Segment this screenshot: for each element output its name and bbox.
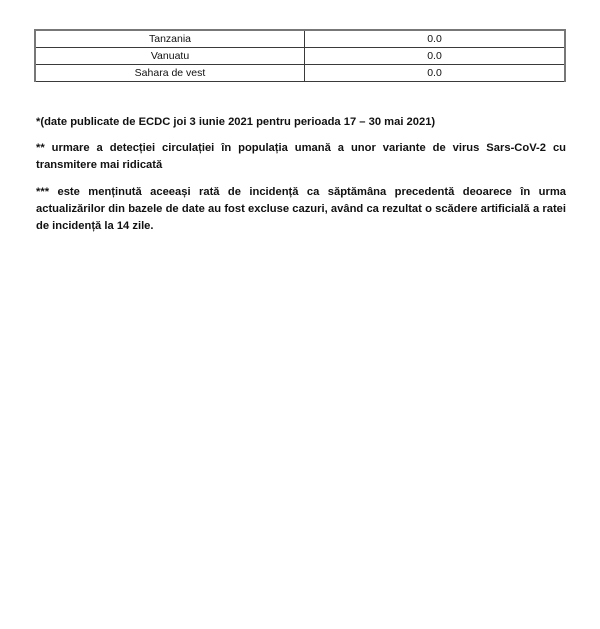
table-row (35, 48, 565, 65)
footnote-incidence-rate: *** este menținută aceeași rată de incidență ca săptămâna precedentă deoarece în urma actualizărilor din bazele de date au fost excluse cazuri, având ca rezultat o scădere artificială a ratei de incidență la 14 zile. (36, 186, 566, 232)
value-cell: 0.0 (305, 65, 566, 82)
incidence-table (34, 29, 566, 82)
footnote-variants: ** urmare a detecției circulației în populația umană a unor variante de virus Sars-CoV-2 cu transmitere mai ridicată (36, 142, 566, 171)
table-row (35, 30, 565, 48)
value-cell: 0.0 (305, 30, 566, 48)
country-cell: Vanuatu (35, 48, 305, 65)
country-cell: Sahara de vest (35, 65, 305, 82)
footnotes (36, 114, 566, 245)
footnote-data-source: *(date publicate de ECDC joi 3 iunie 2021 pentru perioada 17 – 30 mai 2021) (36, 116, 436, 128)
country-cell: Tanzania (35, 30, 305, 48)
table-row (35, 65, 565, 82)
value-cell: 0.0 (305, 48, 566, 65)
